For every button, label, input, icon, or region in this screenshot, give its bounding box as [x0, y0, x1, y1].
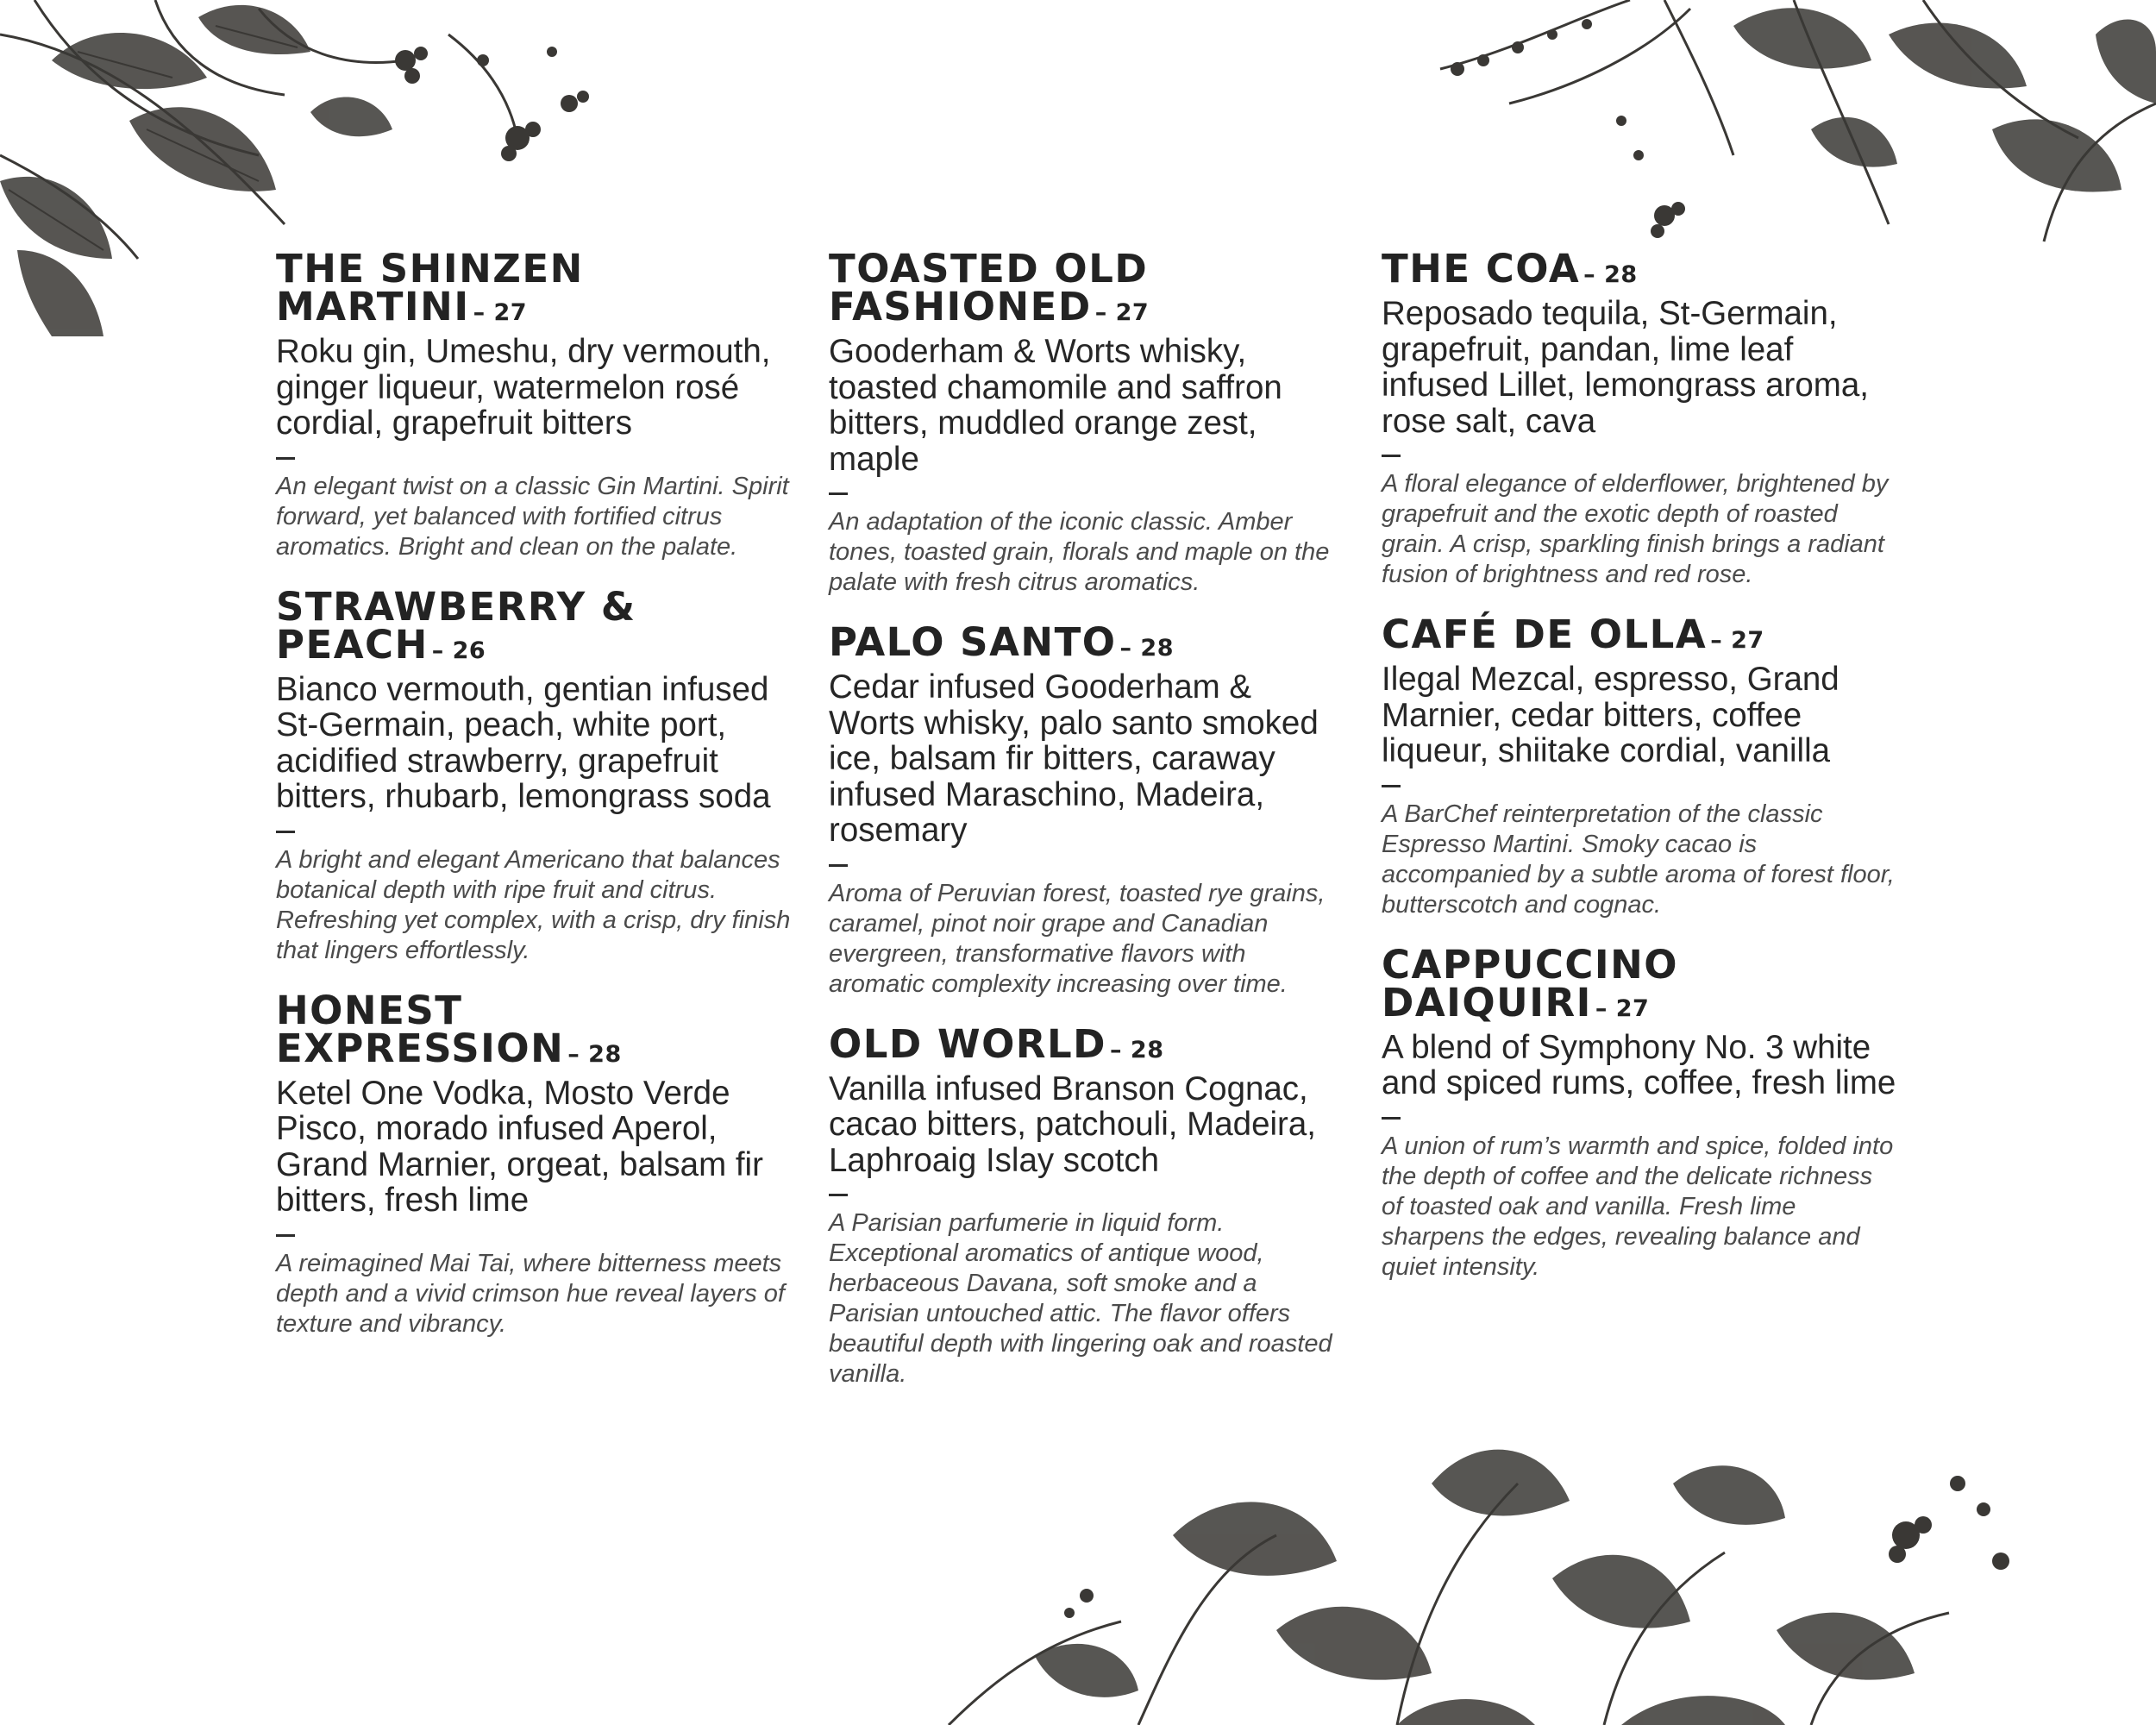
divider	[829, 492, 848, 495]
item-price: – 27	[473, 299, 528, 326]
divider	[1382, 785, 1401, 787]
item-name: STRAWBERRY & PEACH – 26	[276, 583, 636, 668]
item-ingredients: Gooderham & Worts whisky, toasted chamomile and saffron bitters, muddled orange zest, maple	[829, 333, 1282, 478]
item-price: – 27	[1710, 627, 1764, 654]
divider	[1382, 455, 1401, 457]
menu-item	[829, 1020, 1346, 1390]
menu-column-3	[1382, 246, 1899, 1308]
item-name: CAPPUCCINO DAIQUIRI – 27	[1382, 941, 1679, 1026]
item-description: An elegant twist on a classic Gin Martini. Spirit forward, yet balanced with fortified citrus aromatics. Bright and clean on the palate.	[276, 472, 789, 561]
item-description: A BarChef reinterpretation of the classic Espresso Martini. Smoky cacao is accompanied by a subtle aroma of forest floor, butterscotch and cognac.	[1382, 800, 1895, 919]
divider	[1382, 1117, 1401, 1120]
cocktail-menu	[276, 246, 1966, 1475]
item-ingredients: Vanilla infused Branson Cognac, cacao bitters, patchouli, Madeira, Laphroaig Islay scotch	[829, 1070, 1316, 1179]
item-description: A reimagined Mai Tai, where bitterness meets depth and a vivid crimson hue reveal layers of texture and vibrancy.	[276, 1249, 785, 1338]
menu-item	[1382, 246, 1899, 590]
item-ingredients: Bianco vermouth, gentian infused St-Germain, peach, white port, acidified strawberry, grapefruit bitters, rhubarb, lemongrass soda	[276, 670, 771, 815]
divider	[276, 457, 295, 460]
menu-column-1	[276, 246, 793, 1365]
divider	[276, 1234, 295, 1237]
botanical-illustration-top-right-icon	[1406, 0, 2156, 259]
item-price: – 28	[1583, 261, 1638, 288]
item-description: A bright and elegant Americano that balances botanical depth with ripe fruit and citrus. Refreshing yet complex, with a crisp, dry finish that lingers effortlessly.	[276, 845, 791, 964]
item-description: A Parisian parfumerie in liquid form. Exceptional aromatics of antique wood, herbaceous Davana, soft smoke and a Parisian untouched attic. The flavor offers beautiful depth with lingering oak and roasted vanilla.	[829, 1209, 1332, 1388]
item-ingredients: Reposado tequila, St-Germain, grapefruit, pandan, lime leaf infused Lillet, lemongrass aroma, rose salt, cava	[1382, 295, 1869, 440]
item-ingredients: A blend of Symphony No. 3 white and spiced rums, coffee, fresh lime	[1382, 1028, 1896, 1101]
menu-item	[1382, 941, 1899, 1283]
menu-item	[276, 583, 793, 966]
item-price: – 28	[1110, 1036, 1164, 1063]
item-name: HONEST EXPRESSION – 28	[276, 987, 622, 1071]
item-price: – 26	[431, 637, 486, 664]
item-price: – 28	[567, 1040, 622, 1068]
divider	[276, 831, 295, 833]
item-name: TOASTED OLD FASHIONED – 27	[829, 246, 1150, 329]
item-name: CAFÉ DE OLLA – 27	[1382, 612, 1764, 657]
item-ingredients: Cedar infused Gooderham & Worts whisky, palo santo smoked ice, balsam fir bitters, caraway infused Maraschino, Madeira, rosemary	[829, 668, 1319, 849]
item-ingredients: Roku gin, Umeshu, dry vermouth, ginger liqueur, watermelon rosé cordial, grapefruit bitters	[276, 333, 771, 442]
item-description: A union of rum’s warmth and spice, folded into the depth of coffee and the delicate richness of toasted oak and vanilla. Fresh lime sharpens the edges, revealing balance and quiet intensity.	[1382, 1132, 1894, 1281]
item-description: A floral elegance of elderflower, brightened by grapefruit and the exotic depth of roasted grain. A crisp, sparkling finish brings a radiant fusion of brightness and red rose.	[1382, 470, 1889, 588]
item-ingredients: Ketel One Vodka, Mosto Verde Pisco, morado infused Aperol, Grand Marnier, orgeat, balsam fir bitters, fresh lime	[276, 1074, 763, 1219]
item-name: THE SHINZEN MARTINI – 27	[276, 246, 584, 329]
item-description: An adaptation of the iconic classic. Amber tones, toasted grain, florals and maple on the palate with fresh citrus aromatics.	[829, 508, 1330, 596]
item-description: Aroma of Peruvian forest, toasted rye grains, caramel, pinot noir grape and Canadian evergreen, transformative flavors with aromatic complexity increasing over time.	[829, 879, 1326, 998]
item-name: OLD WORLD – 28	[829, 1020, 1164, 1067]
item-price: – 27	[1595, 994, 1650, 1022]
menu-item	[829, 619, 1346, 1000]
item-name: THE COA – 28	[1382, 246, 1638, 292]
divider	[829, 1194, 848, 1196]
menu-item	[276, 246, 793, 562]
menu-column-2	[829, 246, 1346, 1415]
item-ingredients: Ilegal Mezcal, espresso, Grand Marnier, cedar bitters, coffee liqueur, shiitake cordial, vanilla	[1382, 661, 1839, 769]
menu-item	[276, 987, 793, 1339]
item-name: PALO SANTO – 28	[829, 619, 1174, 665]
item-price: – 28	[1119, 635, 1174, 662]
menu-item	[829, 246, 1346, 598]
item-price: – 27	[1094, 299, 1150, 326]
divider	[829, 864, 848, 867]
botanical-illustration-bottom-icon	[914, 1432, 2053, 1725]
menu-item	[1382, 612, 1899, 920]
